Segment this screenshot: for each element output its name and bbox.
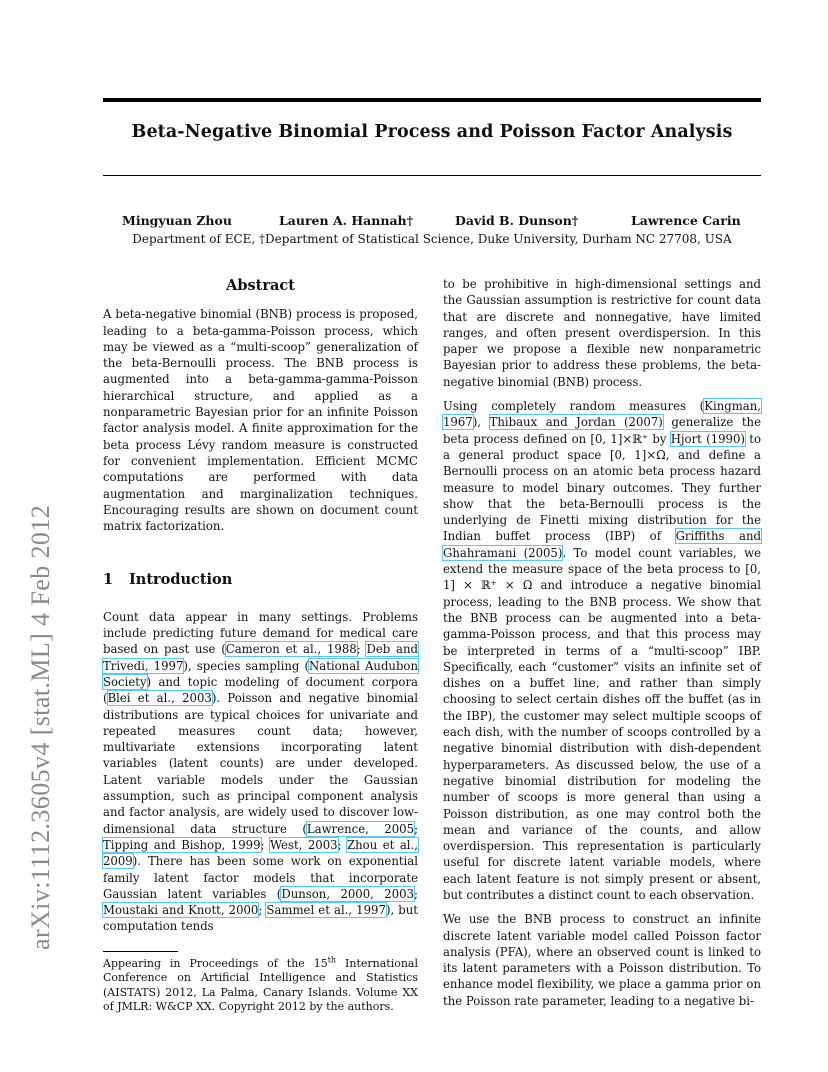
citation-link[interactable]: Griffiths and Ghahramani (2005) (443, 529, 761, 560)
section-heading-introduction (103, 572, 418, 588)
text-run: generalize the beta process defined on [0, 1]×ℝ⁺ by (443, 415, 761, 446)
citation-link[interactable]: Zhou et al., 2009 (103, 837, 418, 869)
text-run: ; (356, 642, 367, 657)
citation-link[interactable]: Blei et al., 2003 (107, 691, 212, 706)
section-number: 1 (103, 571, 114, 589)
text-run: ), species sampling ( (183, 658, 310, 673)
text-run: ). Poisson and negative binomial distributions are typical choices for univariate and repeated measures count data; however, multivariate extensions incorporating latent variables (latent counts) are under developed. Latent variable models under the Gaussian assumption, such as principal component analysis and factor analysis, are widely used to discover low-dimensional data structure ( (103, 691, 418, 836)
intro-paragraph-2 (443, 398, 761, 903)
citation-link[interactable]: Moustaki and Knott, 2000 (103, 903, 259, 918)
citation-link[interactable]: Thibaux and Jordan (2007) (489, 415, 663, 430)
author-dunson: David B. Dunson† (455, 213, 579, 228)
text-run: ; (258, 903, 267, 918)
text-run: ; (337, 837, 348, 852)
citation-link[interactable]: Dunson, 2000, 2003 (281, 886, 415, 901)
paper-title: Beta-Negative Binomial Process and Poisson Factor Analysis (131, 122, 733, 142)
arxiv-stamp: arXiv:1112.3605v4 [stat.ML] 4 Feb 2012 (26, 504, 55, 950)
text-run: . To model count variables, we extend the measure space of the beta process to [0, 1] × ℝ⁺ × Ω and introduce a negative binomial process, leading to the BNB process. We show that the BNB process can be augmented into a beta-gamma-Poisson process, and that this process may be interpreted in terms of a “multi-scoop” IBP. Specifically, each “customer” visits an infinite set of dishes on a buffet line, and rather than simply choosing to select certain dishes off the buffet (as in the IBP), the customer may select multiple scoops of each dish, with the number of scoops controlled by a negative binomial distribution with dish-dependent hyperparameters. As discussed below, the use of a negative binomial distribution for modeling the number of scoops is more general than using a Poisson distribution, as one may control both the mean and variance of the counts, and allow overdispersion. This representation is particularly useful for discrete latent variable models, where each latent feature is not simply present or absent, but contributes a distinct count to each observation. (443, 545, 761, 902)
title-rule-bottom (103, 175, 761, 176)
author-zhou: Mingyuan Zhou (122, 213, 232, 228)
text-run: ), (472, 415, 490, 430)
text-run: ). There has been some work on exponential family latent factor models that incorporate Gaussian latent variables ( (103, 854, 418, 901)
affiliation: Department of ECE, †Department of Statistical Science, Duke University, Durham NC 27708, USA (132, 232, 732, 246)
citation-link[interactable]: West, 2003 (269, 837, 338, 852)
intro-paragraph-1 (103, 609, 418, 935)
text-run: Count data appear in many settings. Problems include predicting future demand for medical care based on past use ( (103, 609, 418, 657)
left-column (103, 276, 418, 1015)
footnote (103, 957, 418, 1015)
author-carin: Lawrence Carin (631, 213, 741, 228)
text-run: Using completely random measures ( (443, 399, 705, 414)
citation-link[interactable]: Sammel et al., 1997 (266, 903, 386, 918)
text-run: Appearing in Proceedings of the 15 (103, 956, 328, 970)
abstract-text: A beta-negative binomial (BNB) process is proposed, leading to a beta-gamma-Poisson process, which may be viewed as a “multi-scoop” generalization of the beta-Bernoulli process. The BNB process is augmented into a beta-gamma-gamma-Poisson hierarchical structure, and applied as a nonparametric Bayesian prior for an infinite Poisson factor analysis model. A finite approximation for the beta process Lévy random measure is constructed for convenient implementation. Efficient MCMC computations are performed with data augmentation and marginalization techniques. Encouraging results are shown on document count matrix factorization. (103, 307, 418, 534)
title-rule-top (103, 98, 761, 102)
text-run: to a general product space [0, 1]×Ω, and define a Bernoulli process on an atomic beta process hazard measure to model binary outcomes. They further show that the beta-Bernoulli process is the underlying de Finetti mixing distribution for the Indian buffet process (IBP) of (443, 431, 762, 544)
right-column (443, 276, 761, 1009)
text-run: ), but computation tends (103, 903, 418, 934)
intro-paragraph-3: We use the BNB process to construct an infinite discrete latent variable model called Poisson factor analysis (PFA), where an observed count is linked to its latent parameters with a Poisson distribution. To enhance model flexibility, we place a gamma prior on the Poisson rate parameter, leading to a negative bi- (443, 912, 761, 1008)
text-run: International Conference on Artificial Intelligence and Statistics (AISTATS) 2012, La Palma, Canary Islands. Volume XX of JMLR: W&CP XX. Copyright 2012 by the authors. (103, 956, 418, 1014)
citation-link[interactable]: Deb and Trivedi, 1997 (103, 642, 418, 673)
author-hannah: Lauren A. Hannah† (279, 213, 414, 228)
footnote-rule (103, 951, 178, 952)
text-run: ; (260, 837, 270, 852)
citation-link[interactable]: Tipping and Bishop, 1999 (103, 837, 261, 852)
citation-link[interactable]: Hjort (1990) (670, 431, 745, 446)
citation-link[interactable]: Kingman, 1967 (443, 399, 761, 430)
text-run: ; (414, 886, 418, 901)
citation-link[interactable]: Cameron et al., 1988 (225, 642, 357, 657)
intro-paragraph-1-cont: to be prohibitive in high-dimensional settings and the Gaussian assumption is restrictive for count data that are discrete and nonnegative, have limited ranges, and often present overdispersion. In this paper we propose a flexible new nonparametric Bayesian prior to address these problems, the beta-negative binomial (BNB) process. (443, 277, 761, 389)
citation-link[interactable]: Lawrence, 2005 (306, 821, 415, 836)
section-title: Introduction (129, 571, 233, 589)
text-run: ) and topic modeling of document corpora ( (103, 674, 418, 706)
text-run: ; (414, 821, 419, 836)
abstract-heading: Abstract (226, 277, 295, 294)
citation-link[interactable]: National Audubon Society (103, 658, 418, 689)
superscript: th (327, 955, 337, 965)
